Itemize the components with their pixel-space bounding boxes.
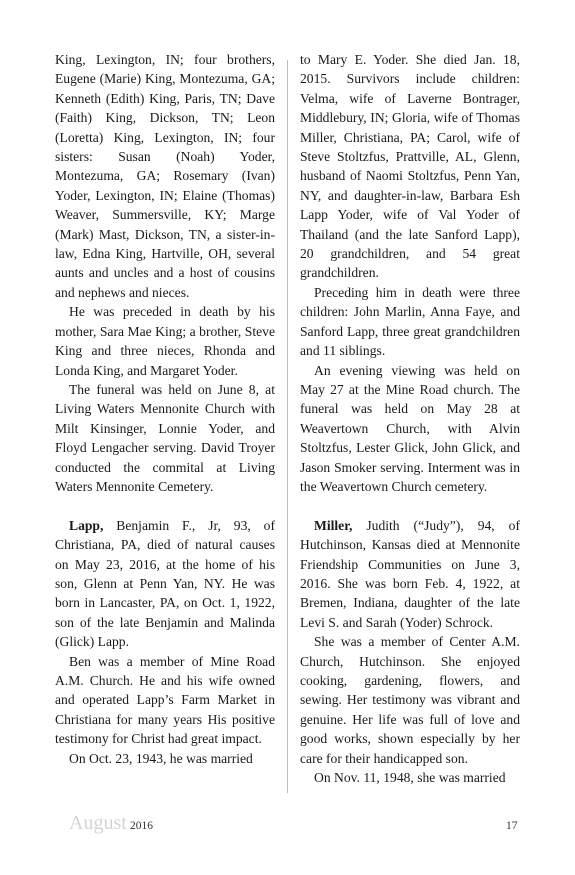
lapp-marriage: On Oct. 23, 1943, he was married	[69, 750, 253, 766]
lapp-funeral: An evening viewing was held on May 27 at the Mine Road church. The funeral was held on May 28 at Weavertown Church, with Alvin Stoltzfus, Lester Glick, John Glick, and Jason Smoker serving. Interment was in the Weavertown Church cemetery.	[300, 362, 520, 494]
miller-name: Miller,	[314, 517, 353, 533]
column-divider	[287, 60, 288, 793]
lapp-membership: Ben was a member of Mine Road A.M. Church. He and his wife owned and operated Lapp’s Farm Market in Christiana for many years His positive testimony for Christ had great impact.	[55, 653, 275, 747]
footer-month: August	[69, 812, 127, 834]
footer-year: 2016	[130, 820, 153, 832]
king-preceded-in-death: He was preceded in death by his mother, Sara Mae King; a brother, Steve King and three nieces, Rhonda and Londa King, and Margaret Yoder.	[55, 304, 275, 378]
king-funeral: The funeral was held on June 8, at Living Waters Mennonite Church with Milt Kinsinger, Lonnie Yoder, and Floyd Lengacher serving. David Troyer conducted the commital at Living Waters Mennonite Cemetery.	[55, 381, 275, 494]
miller-intro-text: Judith (“Judy”), 94, of Hutchinson, Kansas died at Mennonite Friendship Communities on June 3, 2016. She was born Feb. 4, 1922, at Bremen, Indiana, daughter of the late Levi S. and Sarah (Yoder) Schrock.	[300, 517, 520, 630]
lapp-preceded-in-death: Preceding him in death were three children: John Marlin, Anna Faye, and Sanford Lapp, three great grandchildren and 11 siblings.	[300, 284, 520, 359]
miller-marriage: On Nov. 11, 1948, she was married	[314, 770, 506, 786]
right-column	[300, 50, 520, 787]
left-column	[55, 50, 275, 768]
king-obituary-continued: King, Lexington, IN; four brothers, Eugene (Marie) King, Montezuma, GA; Kenneth (Edith) King, Paris, TN; Dave (Faith) King, Dickson, TN; Leon (Loretta) King, Lexington, IN; four sisters: Susan (Noah) Yoder, Montezuma, GA; Rosemary (Ivan) Yoder, Lexington, IN; Elaine (Thomas) Weaver, Summersville, KY; Marge (Mark) Mast, Dickson, TN, a sister-in-law, Edna King, Hartville, OH, several aunts and uncles and a host of cousins and nephews and nieces.	[55, 52, 275, 300]
lapp-survivors: to Mary E. Yoder. She died Jan. 18, 2015. Survivors include children: Velma, wife of Laverne Bontrager, Middlebury, IN; Gloria, wife of Thomas Miller, Christiana, PA; Carol, wife of Steve Stoltzfus, Prattville, AL, Glenn, husband of Naomi Stoltzfus, Penn Yan, NY, and daughter-in-law, Barbara Esh Lapp Yoder, wife of Val Yoder of Thailand (and the late Sanford Lapp), 20 grandchildren, and 54 great grandchildren.	[300, 52, 520, 281]
lapp-obituary-intro	[55, 516, 275, 652]
miller-obituary-intro	[300, 516, 520, 632]
miller-membership: She was a member of Center A.M. Church, Hutchinson. She enjoyed cooking, gardening, flowers, and sewing. Her testimony was vibrant and genuine. Her life was full of love and good works, shown especially by her care for their handicapped son.	[300, 634, 520, 766]
lapp-name: Lapp,	[69, 517, 104, 533]
lapp-intro-text: Benjamin F., Jr, 93, of Christiana, PA, died of natural causes on May 23, 2016, at the home of his son, Glenn at Penn Yan, NY. He was born in Lancaster, PA, on Oct. 1, 1922, son of the late Benjamin and Malinda (Glick) Lapp.	[55, 517, 275, 650]
page-footer	[0, 812, 575, 842]
page-number: 17	[506, 820, 518, 832]
